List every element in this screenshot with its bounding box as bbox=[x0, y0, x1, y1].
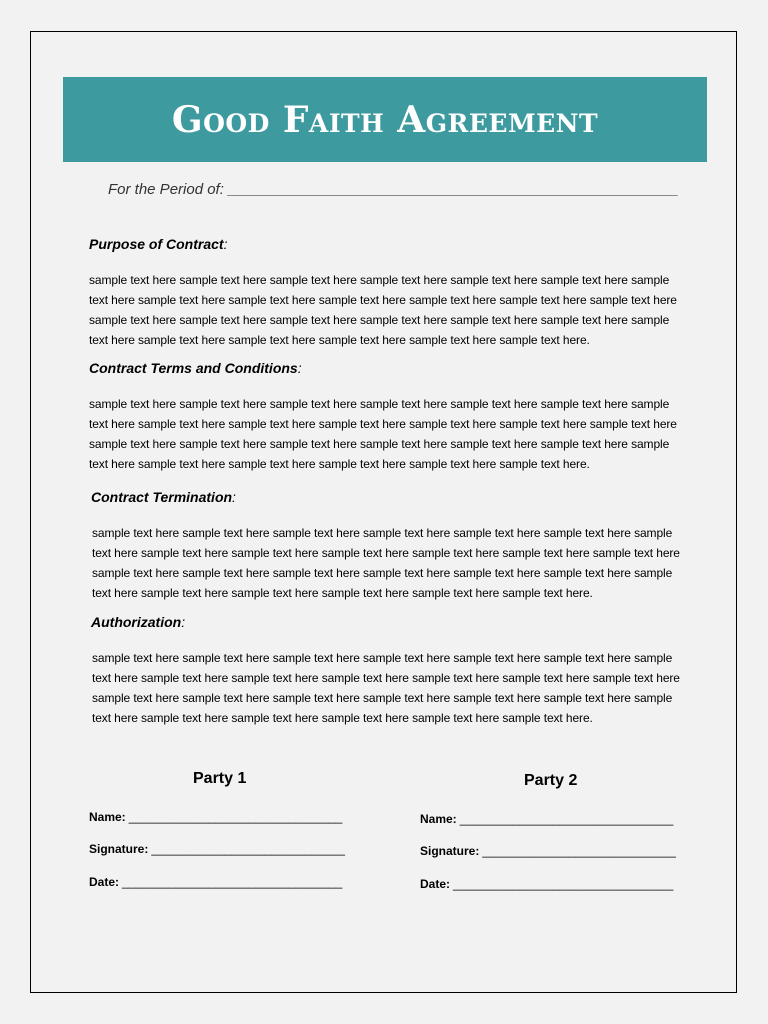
party-2-signature-row bbox=[420, 844, 676, 858]
date-label: Date: bbox=[420, 877, 451, 891]
title-banner bbox=[63, 77, 707, 162]
heading-colon: : bbox=[297, 360, 302, 376]
section-body-purpose: sample text here sample text here sample text here sample text here sample text here sample text here sample text here sample text here sample text here sample text here sample text here sample text here sample text here sample text here sample text here sample text here sample text here sample text here sample text here sample text here sample text here sample text here sample text here sample text here sample text here. bbox=[89, 273, 677, 347]
period-row bbox=[108, 181, 679, 198]
heading-colon: : bbox=[181, 614, 186, 630]
section-heading-termination bbox=[91, 489, 236, 505]
signature-field[interactable]: _____________________________ bbox=[482, 844, 676, 858]
name-field[interactable]: ________________________________ bbox=[128, 810, 343, 824]
section-heading-text: Authorization bbox=[91, 614, 182, 630]
party-2-name-row bbox=[420, 812, 673, 826]
party-1-heading: Party 1 bbox=[193, 770, 247, 787]
section-heading-text: Contract Terms and Conditions bbox=[89, 360, 298, 376]
name-label: Name: bbox=[420, 812, 457, 826]
party-2-heading: Party 2 bbox=[524, 772, 578, 789]
signature-label: Signature: bbox=[420, 844, 480, 858]
section-heading-purpose bbox=[89, 236, 227, 252]
section-heading-terms bbox=[89, 360, 302, 376]
section-body-terms: sample text here sample text here sample text here sample text here sample text here sample text here sample text here sample text here sample text here sample text here sample text here sample text here sample text here sample text here sample text here sample text here sample text here sample text here sample text here sample text here sample text here sample text here sample text here sample text here sample text here. bbox=[89, 397, 677, 471]
signature-label: Signature: bbox=[89, 842, 149, 856]
heading-colon: : bbox=[232, 489, 236, 505]
period-blank[interactable]: ______________________________________________________ bbox=[228, 181, 679, 198]
section-body-termination: sample text here sample text here sample text here sample text here sample text here sample text here sample text here sample text here sample text here sample text here sample text here sample text here sample text here sample text here sample text here sample text here sample text here sample text here sample text here sample text here sample text here sample text here sample text here sample text here sample text here. bbox=[92, 526, 680, 600]
document-title: Good Faith Agreement bbox=[171, 98, 599, 141]
date-label: Date: bbox=[89, 875, 120, 889]
period-label: For the Period of: bbox=[108, 181, 224, 198]
signature-field[interactable]: _____________________________ bbox=[151, 842, 345, 856]
section-heading-text: Contract Termination bbox=[91, 489, 233, 505]
party-1-date-row bbox=[89, 875, 342, 889]
name-label: Name: bbox=[89, 810, 126, 824]
section-heading-authorization bbox=[91, 614, 185, 630]
heading-colon: : bbox=[223, 236, 228, 252]
date-field[interactable]: _________________________________ bbox=[453, 877, 674, 891]
party-2-date-row bbox=[420, 877, 673, 891]
date-field[interactable]: _________________________________ bbox=[122, 875, 343, 889]
party-1-name-row bbox=[89, 810, 342, 824]
section-body-authorization: sample text here sample text here sample text here sample text here sample text here sample text here sample text here sample text here sample text here sample text here sample text here sample text here sample text here sample text here sample text here sample text here sample text here sample text here sample text here sample text here sample text here sample text here sample text here sample text here sample text here. bbox=[92, 651, 680, 725]
name-field[interactable]: ________________________________ bbox=[459, 812, 674, 826]
section-heading-text: Purpose of Contract bbox=[89, 236, 224, 252]
party-1-signature-row bbox=[89, 842, 345, 856]
